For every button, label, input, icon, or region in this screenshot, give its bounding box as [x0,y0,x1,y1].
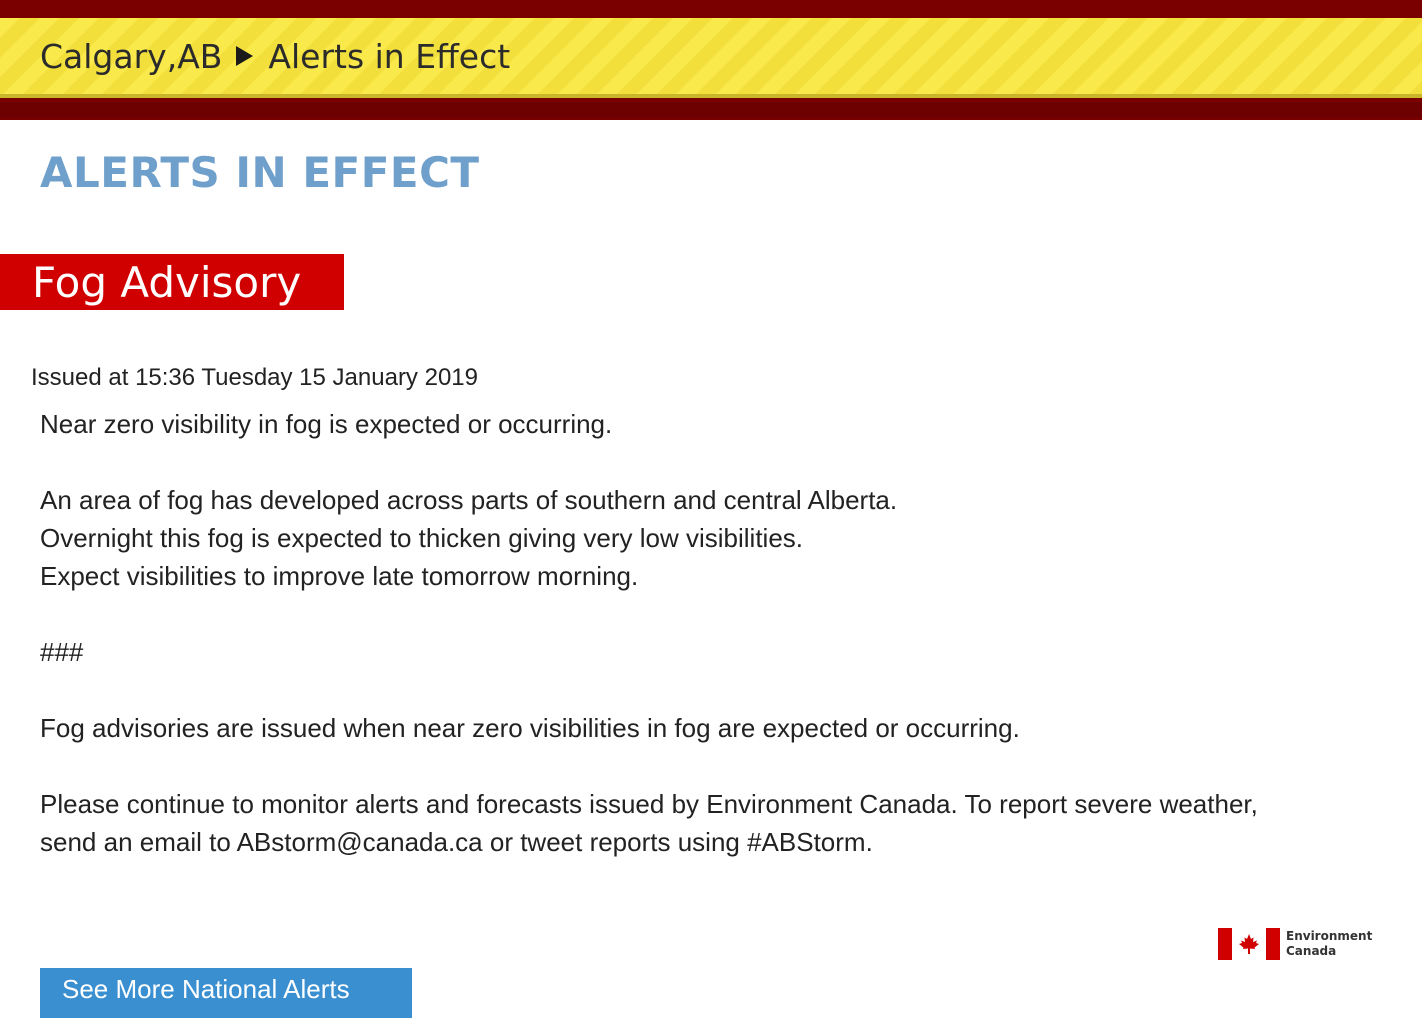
header-bottom-stripe [0,102,1422,118]
breadcrumb [40,36,510,76]
environment-canada-logo [1218,928,1372,960]
alert-paragraph: Near zero visibility in fog is expected or occurring. [40,409,613,439]
alert-type-banner [0,254,344,310]
alert-type-label: Fog Advisory [32,257,302,307]
alert-body [40,405,1380,861]
see-more-alerts-button[interactable]: See More National Alerts [40,968,412,1018]
breadcrumb-section: Alerts in Effect [268,36,511,76]
canada-flag-icon [1218,928,1280,960]
alert-paragraph: Please continue to monitor alerts and forecasts issued by Environment Canada. To report severe weather, [40,789,1258,819]
alert-paragraph: An area of fog has developed across parts of southern and central Alberta. [40,485,898,515]
breadcrumb-arrow-icon [236,46,253,66]
breadcrumb-location[interactable]: Calgary,AB [40,36,223,76]
logo-line-1: Environment [1286,929,1373,943]
logo-line-2: Canada [1286,944,1337,958]
alert-paragraph: ### [40,637,84,667]
alert-paragraph: Expect visibilities to improve late tomorrow morning. [40,561,639,591]
alert-paragraph: Overnight this fog is expected to thicken giving very low visibilities. [40,523,804,553]
issued-timestamp: Issued at 15:36 Tuesday 15 January 2019 [31,364,478,391]
alert-paragraph: Fog advisories are issued when near zero visibilities in fog are expected or occurring. [40,713,1020,743]
alert-paragraph: send an email to ABstorm@canada.ca or tweet reports using #ABStorm. [40,827,873,857]
page-title: ALERTS IN EFFECT [40,148,480,197]
